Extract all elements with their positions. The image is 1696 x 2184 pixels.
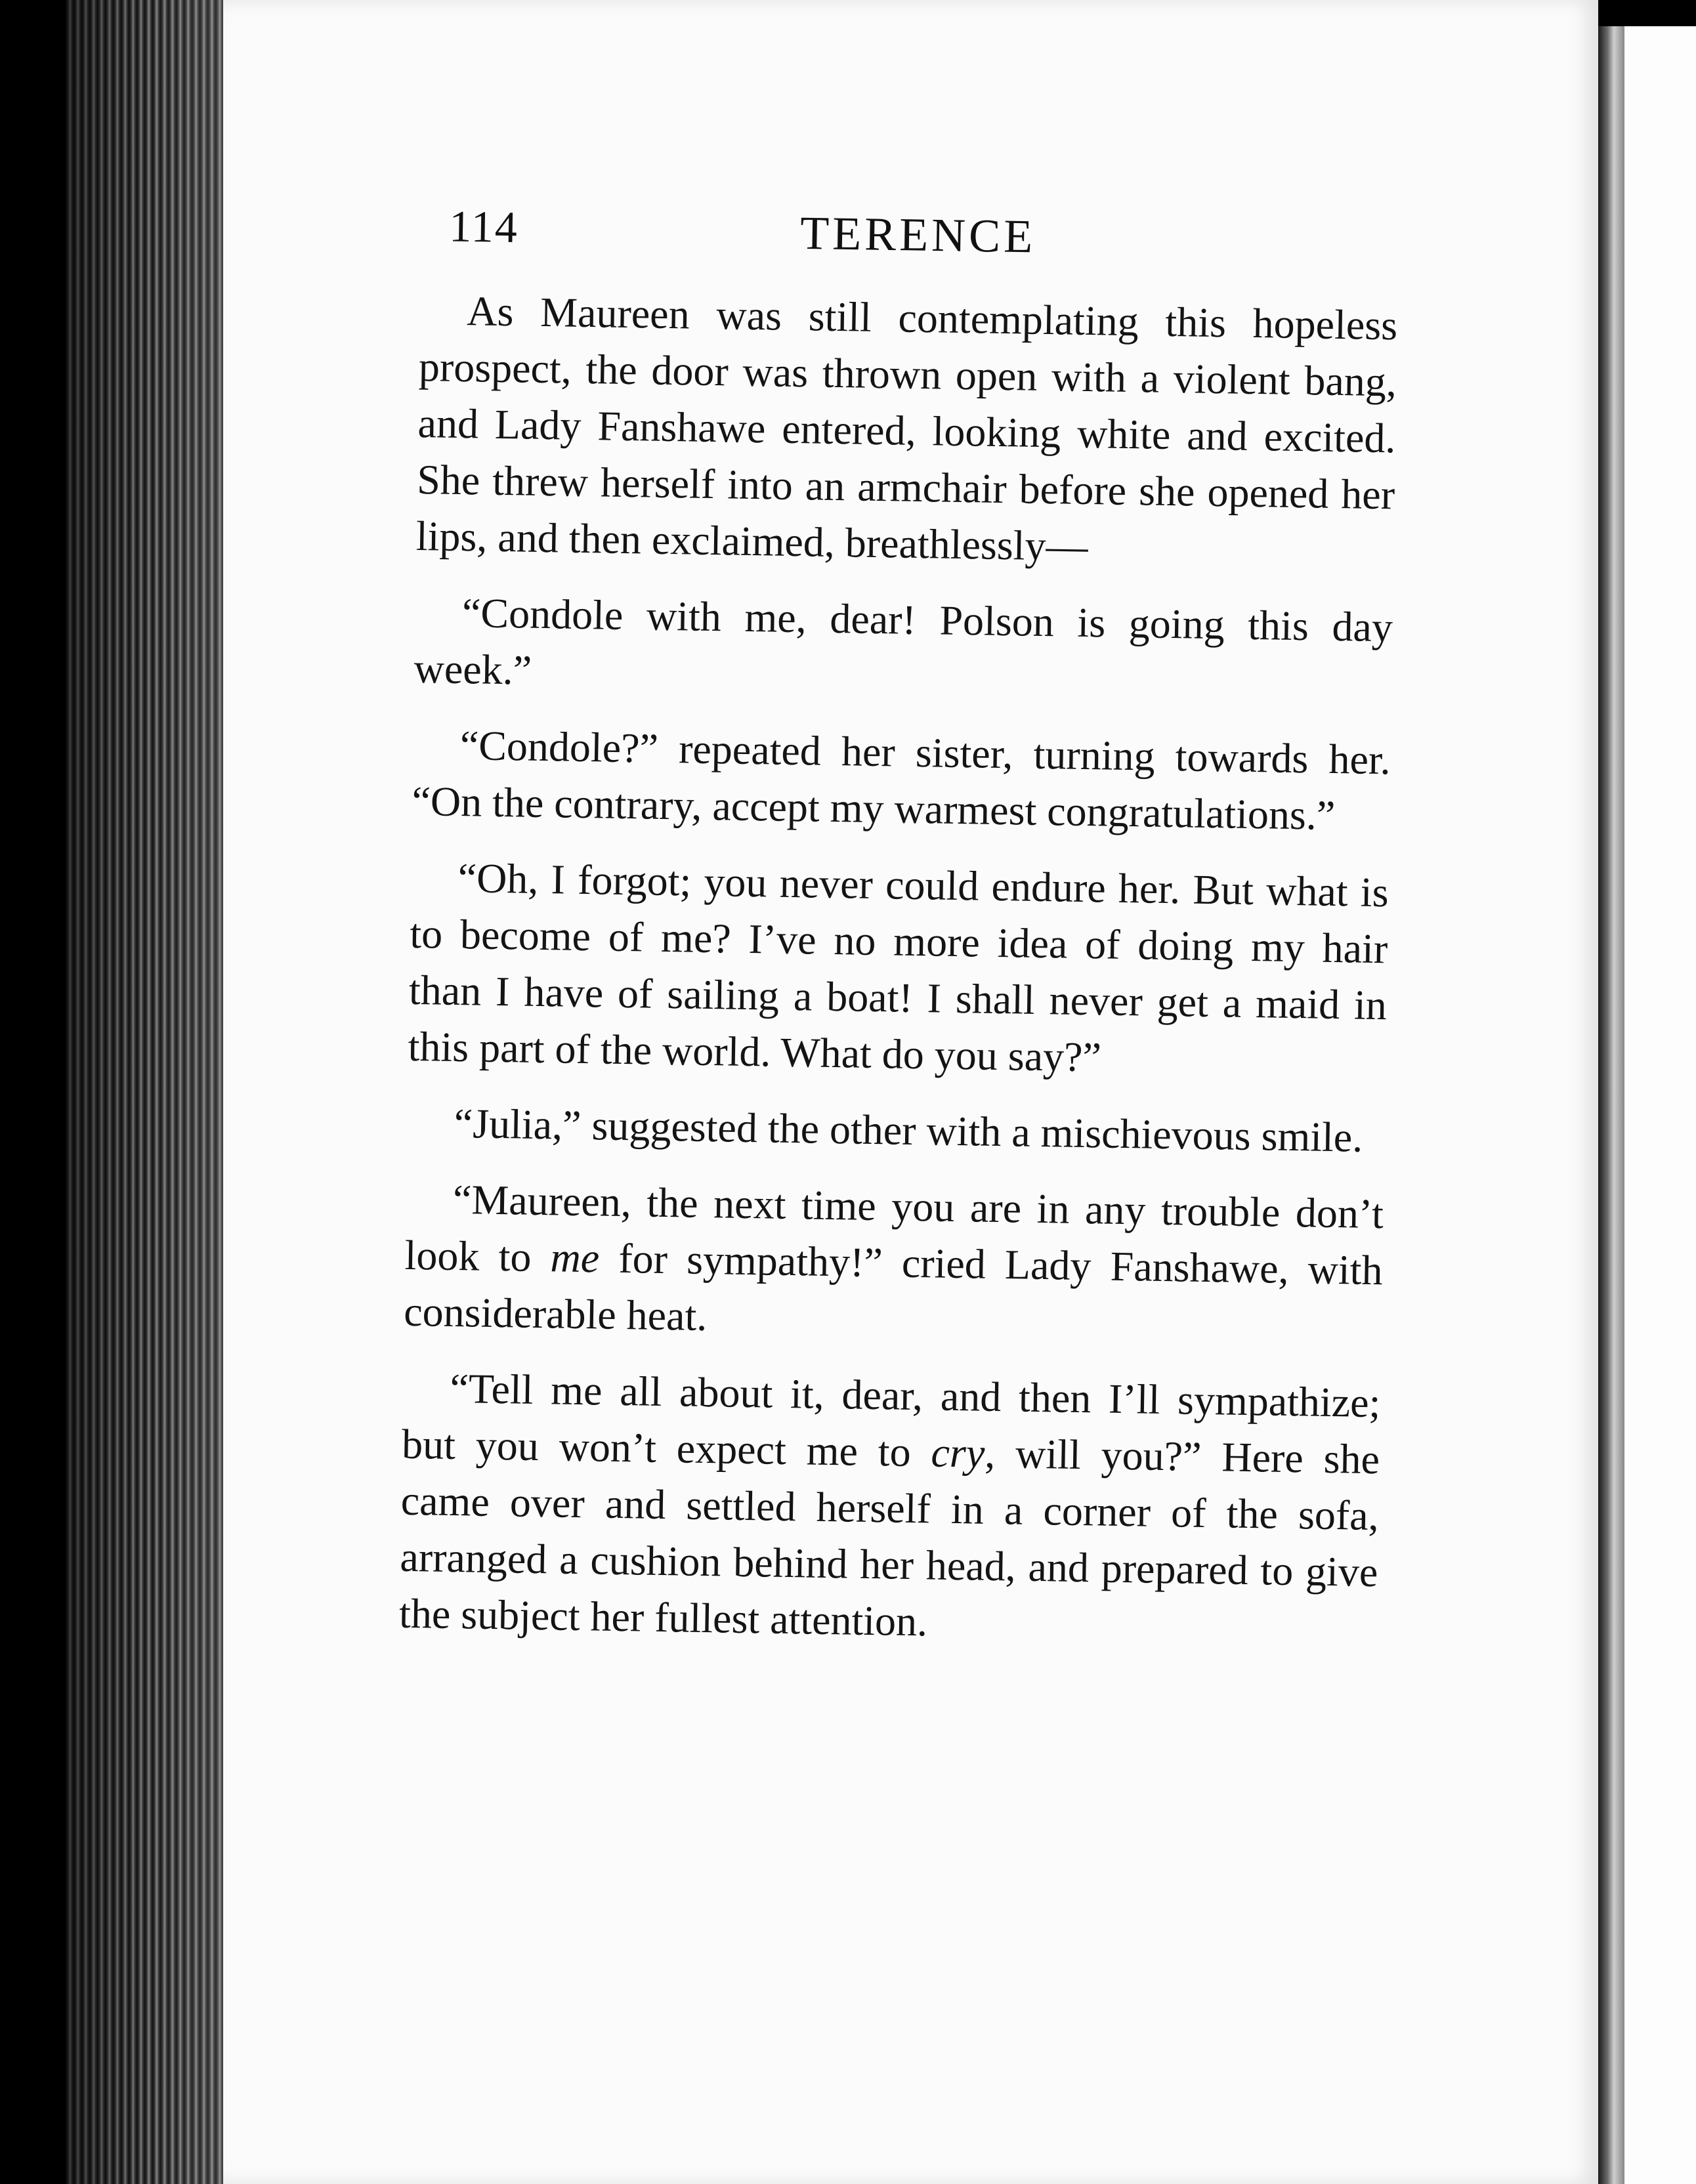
paragraph-text: “Tell me all about it, dear, and then I’ll sympathize; but you won’t expect me to (401, 1364, 1381, 1476)
paragraph-text: for sympathy!” cried Lady Fanshawe, with considerable heat. (403, 1234, 1384, 1340)
right-gutter (1598, 26, 1624, 2184)
emphasis: cry (931, 1429, 985, 1477)
running-head: TERENCE (799, 206, 1036, 263)
scan-background (1598, 0, 1696, 26)
gutter-shadow (66, 0, 223, 2184)
page-number: 114 (448, 201, 519, 253)
paragraph: “Julia,” suggested the other with a mischievous smile. (454, 1099, 1363, 1161)
paragraph: “Condole?” repeated her sister, turning towards her. “On the contrary, accept my warmest congratulations.” (412, 722, 1391, 839)
paragraph: “Condole with me, dear! Polson is going this day week.” (413, 589, 1393, 694)
paragraph: As Maureen was still contemplating this hopeless prospect, the door was thrown open with a violent bang, and Lady Fanshawe entered, looking white and excited. She threw herself into an armchair before she opened her lips, and then exclaimed, breathlessly— (415, 287, 1398, 570)
paragraph (404, 1171, 1384, 1355)
paragraph: “Oh, I forgot; you never could endure her. But what is to become of me? I’ve no more idea of doing my hair than I have of sailing a boat! I shall never get a maid in this part of the world. What do you say?” (408, 854, 1389, 1081)
paragraph (398, 1360, 1381, 1657)
paragraph-text: , will you?” Here she came over and settled herself in a corner of the sofa, arranged a cushion behind her head, and prepared to give the subject her fullest attention. (398, 1429, 1380, 1645)
paragraph-text: “Maureen, the next time you are in any trouble don’t look to (404, 1175, 1384, 1281)
body-text (398, 282, 1398, 1677)
emphasis: me (550, 1234, 600, 1282)
facing-page-sliver (1624, 26, 1696, 2184)
